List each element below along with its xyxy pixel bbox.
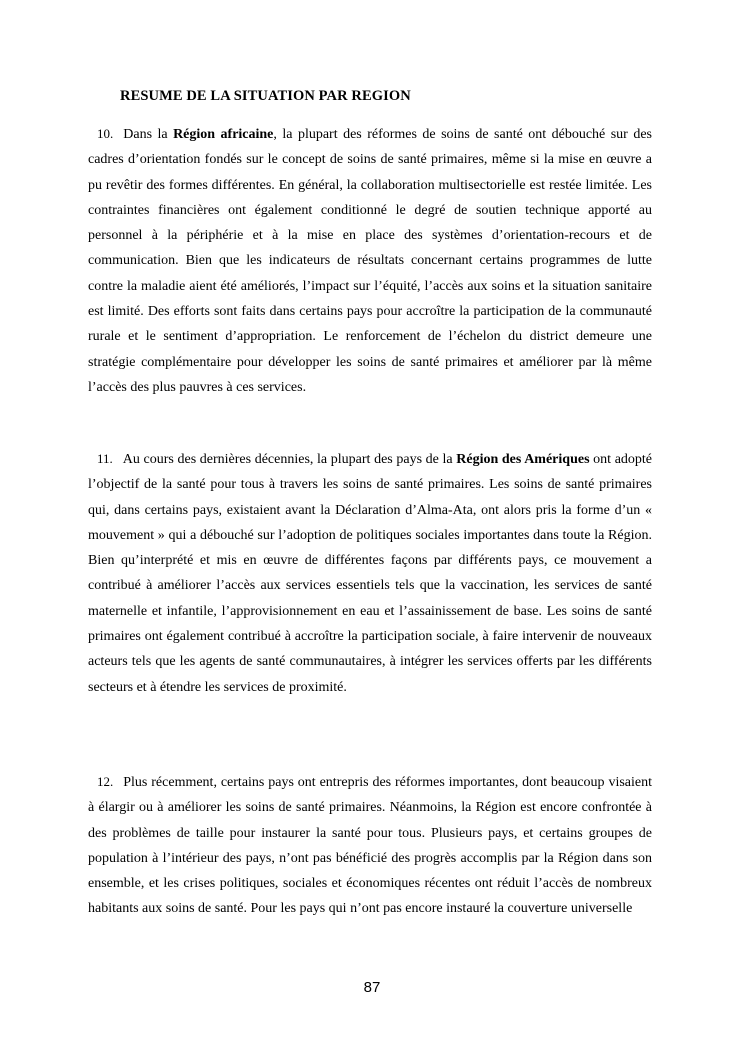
paragraph-text-rest: , la plupart des réformes de soins de santé ont débouché sur des cadres d’orientation fondés sur le concept de soins de santé primaires, même si la mise en œuvre a pu revêtir des formes différentes. En général, la collaboration multisectorielle est restée limitée. Les contraintes financières ont également conditionné le degré de soutien technique apporté au personnel à la périphérie et à la mise en place des systèmes d’orientation-recours et de communication. Bien que les indicateurs de résultats concernant certains programmes de lutte contre la maladie aient été améliorés, l’impact sur l’équité, l’accès aux soins et la situation sanitaire est limité. Des efforts sont faits dans certains pays pour accroître la participation de la communauté rurale et le sentiment d’appropriation. Le renforcement de l’échelon du district demeure une stratégie complémentaire pour développer les soins de santé primaires et améliorer par là même l’accès des plus pauvres à ces services. <box>88 127 652 395</box>
paragraph-11 <box>88 446 652 700</box>
paragraph-text-rest: ont adopté l’objectif de la santé pour tous à travers les soins de santé primaires. Les soins de santé primaires qui, dans certains pays, existaient avant la Déclaration d’Alma-Ata, ont alors pris la forme d’un « mouvement » qui a débouché sur l’adoption de politiques sociales importantes dans toute la Région. Bien qu’interprété et mis en œuvre de différentes façons par différents pays, ce mouvement a contribué à améliorer l’accès aux services essentiels tels que la vaccination, les services de santé maternelle et infantile, l’approvisionnement en eau et l’assainissement de base. Les soins de santé primaires ont également contribué à accroître la participation sociale, à faire intervenir de nouveaux acteurs tels que les agents de santé communautaires, à intégrer les services offerts par les différents secteurs et à étendre les services de proximité. <box>88 452 653 695</box>
paragraph-text: Plus récemment, certains pays ont entrepris des réformes importantes, dont beaucoup visaient à élargir ou à améliorer les soins de santé primaires. Néanmoins, la Région est encore confrontée à des problèmes de taille pour instaurer la santé pour tous. Plusieurs pays, et certains groupes de population à l’intérieur des pays, n’ont pas bénéficié des progrès accomplis par la Région dans son ensemble, et les crises politiques, sociales et économiques récentes ont réduit l’accès de nombreux habitants aux soins de santé. Pour les pays qui n’ont pas encore instauré la couverture universelle <box>88 775 652 917</box>
paragraph-10 <box>88 121 652 400</box>
paragraph-text-start: Au cours des dernières décennies, la plupart des pays de la <box>122 452 457 467</box>
page-number: 87 <box>363 979 381 996</box>
paragraph-number: 12. <box>97 774 114 789</box>
region-name-americas: Région des Amériques <box>456 452 590 467</box>
paragraph-number: 11. <box>97 451 113 466</box>
paragraph-number: 10. <box>97 126 114 141</box>
section-heading: RESUME DE LA SITUATION PAR REGION <box>120 88 411 104</box>
region-name-africa: Région africaine <box>173 127 274 142</box>
paragraph-text-start: Dans la <box>123 127 174 142</box>
paragraph-12 <box>88 769 652 922</box>
